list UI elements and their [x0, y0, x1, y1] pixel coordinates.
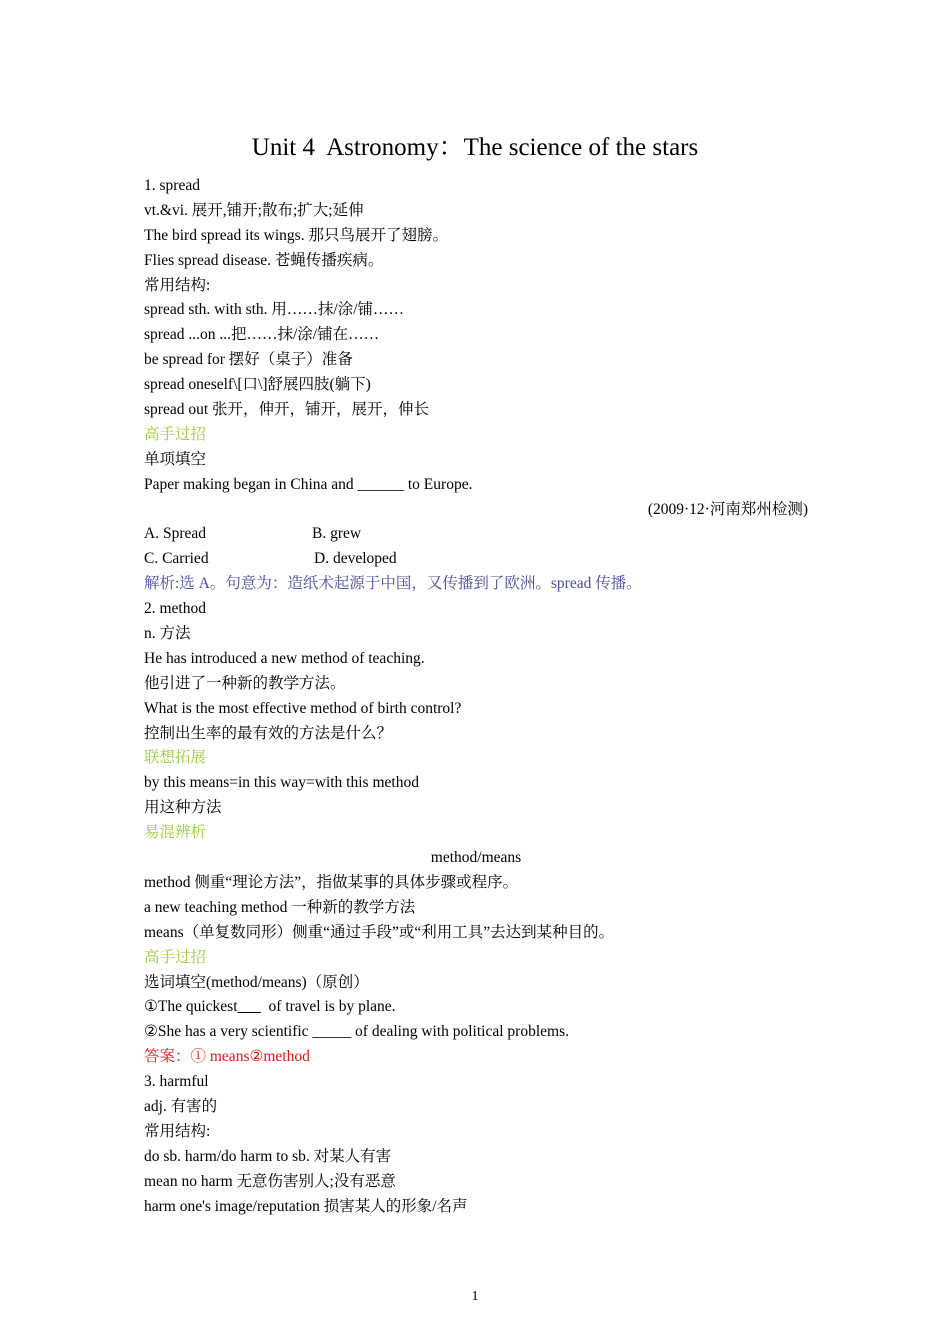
structure-item: be spread for 摆好（桌子）准备 [144, 351, 353, 369]
practice-heading: 高手过招 [144, 948, 207, 966]
section-heading-harmful: 3. harmful [144, 1073, 209, 1091]
extension-heading: 联想拓展 [144, 749, 207, 767]
exercise-question: Paper making began in China and ______ to Europe. [144, 475, 473, 493]
exercise-type: 单项填空 [144, 450, 207, 468]
structure-item: spread out 张开，伸开，铺开，展开，伸长 [144, 401, 430, 419]
comparison-note: method 侧重“理论方法”，指做某事的具体步骤或程序。 [144, 873, 519, 891]
option-d: D. developed [314, 550, 397, 568]
example-translation: 控制出生率的最有效的方法是什么？ [144, 724, 393, 742]
section-heading-method: 2. method [144, 600, 206, 618]
comparison-heading: 易混辨析 [144, 824, 207, 842]
document-body [144, 174, 808, 1219]
page-title: Unit 4 Astronomy：The science of the stars [251, 134, 699, 161]
exercise-item-1-end: of travel is by plane. [260, 998, 396, 1016]
exercise-item-2: ②She has a very scientific _____ of dealing with political problems. [144, 1023, 569, 1041]
extension-translation: 用这种方法 [144, 799, 222, 817]
options-row [144, 547, 808, 572]
exercise-source: (2009·12·河南郑州检测) [647, 500, 808, 518]
section-heading-spread: 1. spread [144, 177, 200, 194]
structure-item: spread sth. with sth. 用……抹/涂/铺…… [144, 301, 405, 319]
fill-blank [238, 998, 261, 1015]
structure-item: do sb. harm/do harm to sb. 对某人有害 [144, 1147, 392, 1165]
structure-item: spread ...on ...把……抹/涂/铺在…… [144, 326, 380, 344]
exercise-item-1-start: ①The quickest [144, 998, 238, 1016]
comparison-note: means（单复数同形）侧重“通过手段”或“利用工具”去达到某种目的。 [144, 923, 615, 941]
answer-analysis: 解析:选 A。句意为：造纸术起源于中国，又传播到了欧洲。spread 传播。 [144, 575, 642, 593]
option-b: B. grew [312, 525, 362, 543]
comparison-title: method/means [430, 849, 522, 867]
extension-item: by this means=in this way=with this method [144, 774, 419, 792]
options-row [144, 522, 808, 547]
practice-heading: 高手过招 [144, 425, 207, 443]
option-a: A. Spread [144, 525, 206, 543]
page-number: 1 [471, 1289, 479, 1304]
structure-label: 常用结构: [144, 276, 211, 294]
structure-item: spread oneself\[口\]舒展四肢(躺下) [144, 376, 371, 394]
option-c: C. Carried [144, 550, 209, 568]
example-sentence: What is the most effective method of birth control? [144, 699, 462, 717]
example-translation: 他引进了一种新的教学方法。 [144, 674, 346, 692]
comparison-example: a new teaching method 一种新的教学方法 [144, 898, 416, 916]
definition-line: adj. 有害的 [144, 1097, 218, 1115]
example-sentence: The bird spread its wings. 那只鸟展开了翅膀。 [144, 226, 448, 244]
structure-item: harm one's image/reputation 损害某人的形象/名声 [144, 1197, 468, 1215]
structure-item: mean no harm 无意伤害别人;没有恶意 [144, 1172, 396, 1190]
definition-line: n. 方法 [144, 625, 191, 643]
definition-line: vt.&vi. 展开,铺开;散布;扩大;延伸 [144, 201, 364, 219]
exercise-item-1 [144, 995, 808, 1020]
example-sentence: He has introduced a new method of teaching. [144, 649, 425, 667]
answer-line: 答案：① means②method [144, 1048, 310, 1066]
structure-label: 常用结构: [144, 1122, 211, 1140]
exercise-type: 选词填空(method/means)（原创） [144, 973, 369, 991]
example-sentence: Flies spread disease. 苍蝇传播疾病。 [144, 251, 384, 269]
